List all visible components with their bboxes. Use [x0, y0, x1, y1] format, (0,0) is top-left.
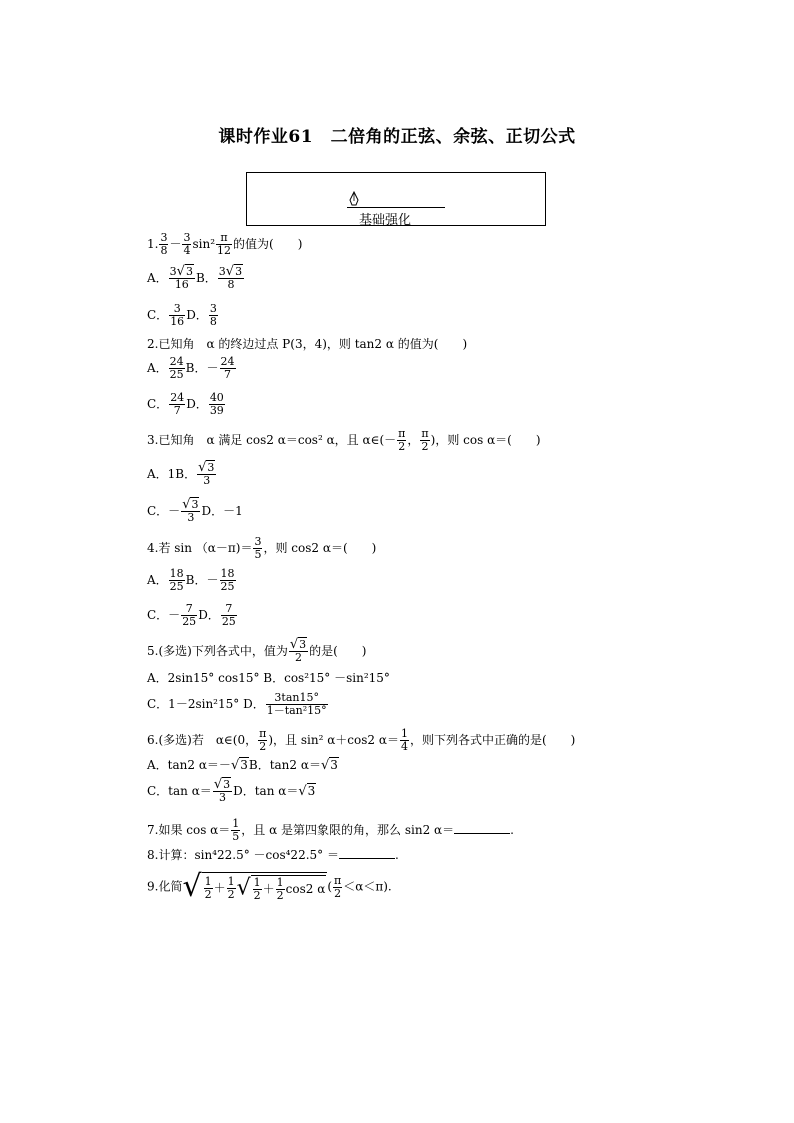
section-banner [246, 172, 546, 226]
option-5-CD: C．1－2sin²15° D． $\frac{3\tan 15^\circ}{\text{1－tan²15°}}$ [147, 691, 327, 717]
option-2-CD: C． $\frac{24}{7}$ D． $\frac{40}{39}$ [147, 391, 224, 417]
question-9: 9.化简√ $\frac{1}{2}$ ＋ $\frac{1}{2}$ √ $\frac{1}{2}$ ＋ $\frac{1}{2}$ cos2 α ( $\frac{\pi}{2}$ ＜α＜π). [147, 869, 392, 904]
banner-underline [347, 207, 445, 208]
option-3-CD: C．－ $\frac{√3}{3}$ D．－1 [147, 497, 243, 524]
answer-blank[interactable] [454, 822, 510, 834]
answer-blank[interactable] [339, 847, 395, 859]
option-1-CD: C． $\frac{3}{16}$ D． $\frac{3}{8}$ [147, 302, 217, 328]
option-4-CD: C．－ $\frac{7}{25}$ D． $\frac{7}{25}$ [147, 602, 236, 628]
option-6-AB: A．tan2 α＝－√3B．tan2 α＝√3 [147, 758, 338, 773]
fraction: $\frac{3}{8}$ [160, 231, 168, 257]
question-1: 1. $\frac{3}{8}$ － $\frac{3}{4}$ sin² $\frac{\pi}{12}$ 的值为( ) [147, 231, 303, 257]
option-6-CD: C．tan α＝ $\frac{√3}{3}$ D．tan α＝√3 [147, 777, 316, 804]
option-1-AB: A． $\frac{3√3}{16}$ B． $\frac{3√3}{8}$ [147, 264, 243, 291]
question-5: 5.(多选)下列各式中，值为 $\frac{√3}{2}$ 的是( ) [147, 637, 367, 664]
banner-label: 基础强化 [359, 213, 412, 228]
option-5-AB: A．2sin15° cos15° B．cos²15° －sin²15° [147, 671, 390, 685]
fraction: $\frac{3}{4}$ [183, 231, 191, 257]
nested-radical: √ $\frac{1}{2}$ ＋ $\frac{1}{2}$ √ $\frac{1}{2}$ ＋ $\frac{1}{2}$ cos2 α [182, 869, 326, 904]
question-6: 6.(多选)若 α∈(0， $\frac{\pi}{2}$ )，且 sin² α＋cos2 α＝ $\frac{1}{4}$ ，则下列各式中正确的是( ) [147, 727, 576, 753]
question-8: 8.计算：sin⁴22.5° －cos⁴22.5° ＝ . [147, 848, 399, 862]
question-7: 7.如果 cos α＝ $\frac{1}{5}$ ，且 α 是第四象限的角，那么 sin2 α＝ . [147, 817, 514, 843]
page-title: 课时作业61 二倍角的正弦、余弦、正切公式 [218, 127, 576, 147]
question-2: 2.已知角 α 的终边过点 P(3，4)，则 tan2 α 的值为( ) [147, 337, 468, 351]
option-4-AB: A． $\frac{18}{25}$ B．－ $\frac{18}{25}$ [147, 567, 235, 593]
option-2-AB: A． $\frac{24}{25}$ B．－ $\frac{24}{7}$ [147, 355, 235, 381]
question-3: 3.已知角 α 满足 cos2 α＝cos² α，且 α∈(－ $\frac{\pi}{2}$ ， $\frac{\pi}{2}$ )，则 cos α＝( ) [147, 427, 541, 453]
fraction: $\frac{\pi}{12}$ [217, 231, 232, 257]
option-3-AB: A．1B． $\frac{√3}{3}$ [147, 460, 215, 487]
question-4: 4.若 sin （α－π)＝ $\frac{3}{5}$ ，则 cos2 α＝( ) [147, 535, 377, 561]
